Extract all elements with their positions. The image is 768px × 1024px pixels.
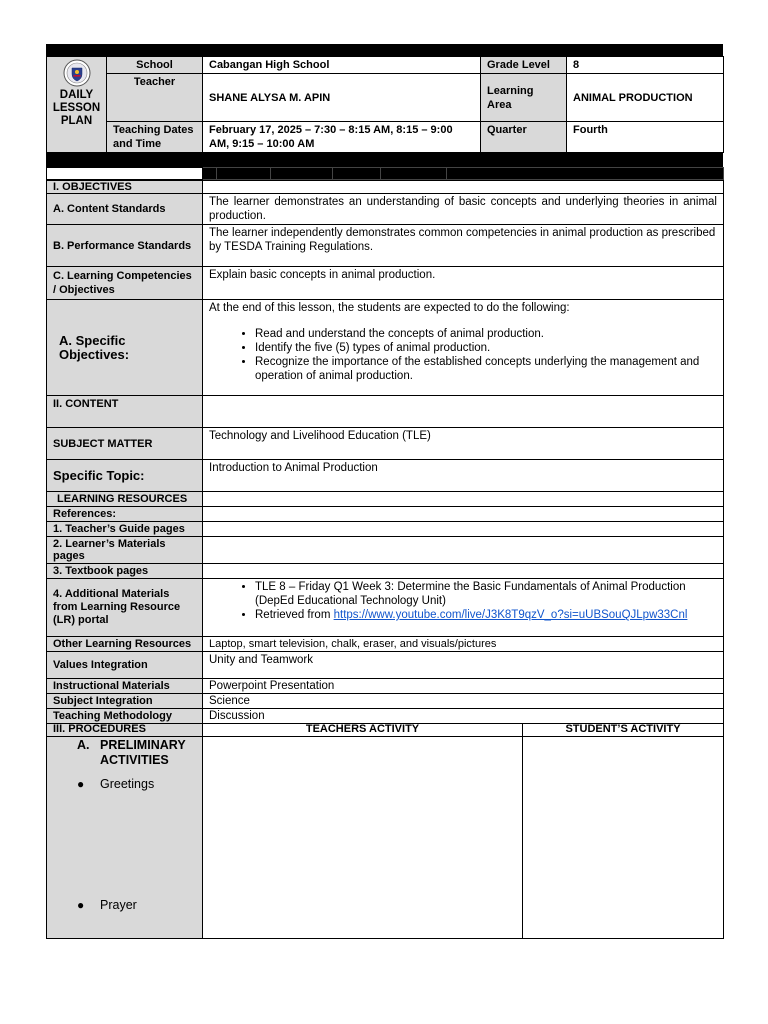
references-label: References: bbox=[47, 507, 203, 522]
dlp-title-line1: DAILY bbox=[59, 89, 94, 101]
divider-cell bbox=[47, 168, 203, 180]
additional-materials-list bbox=[209, 580, 717, 622]
additional-materials-label: 4. Additional Materials from Learning Resource (LR) portal bbox=[47, 579, 203, 637]
specific-topic-value: Introduction to Animal Production bbox=[203, 460, 724, 492]
references-blank bbox=[203, 507, 724, 522]
divider-cell bbox=[271, 168, 333, 180]
list-item: • Recognize the importance of the established concepts underlying the management and operation of animal production. bbox=[255, 355, 717, 383]
learners-materials-blank bbox=[203, 537, 724, 564]
content-standards-value: The learner demonstrates an understanding of basic concepts and underlying theories in animal production. bbox=[203, 194, 724, 225]
quarter-value: Fourth bbox=[567, 122, 724, 153]
area-label: Learning Area bbox=[481, 74, 567, 122]
header-table bbox=[46, 56, 724, 153]
dlp-title-line3: PLAN bbox=[60, 115, 93, 127]
teaching-methodology-value: Discussion bbox=[203, 709, 724, 724]
specific-objectives-label: A. Specific Objectives: bbox=[47, 300, 203, 396]
students-activity-header: STUDENT’S ACTIVITY bbox=[523, 724, 724, 737]
grade-label: Grade Level bbox=[481, 57, 567, 74]
instructional-materials-value: Powerpoint Presentation bbox=[203, 679, 724, 694]
list-item: • Read and understand the concepts of animal production. bbox=[255, 327, 717, 341]
competencies-label-text: C. Learning Competencies / Objectives bbox=[53, 270, 192, 296]
grade-value: 8 bbox=[567, 57, 724, 74]
quarter-label: Quarter bbox=[481, 122, 567, 153]
dlp-title-cell bbox=[47, 57, 107, 153]
students-activity-cell[interactable] bbox=[523, 737, 724, 939]
teacher-label: Teacher bbox=[107, 74, 203, 122]
divider-cell bbox=[447, 168, 724, 180]
performance-standards-label: B. Performance Standards bbox=[47, 225, 203, 267]
divider-cell bbox=[217, 168, 271, 180]
values-integration-label: Values Integration bbox=[47, 652, 203, 679]
divider-cells bbox=[46, 167, 724, 180]
bullet-icon: ● bbox=[77, 777, 85, 791]
values-integration-value: Unity and Teamwork bbox=[203, 652, 724, 679]
subject-integration-label: Subject Integration bbox=[47, 694, 203, 709]
dates-value: February 17, 2025 – 7:30 – 8:15 AM, 8:15 – 9:00 AM, 9:15 – 10:00 AM bbox=[203, 122, 481, 153]
learning-resources-title: LEARNING RESOURCES bbox=[47, 492, 203, 507]
instructional-materials-label: Instructional Materials bbox=[47, 679, 203, 694]
divider-cell bbox=[381, 168, 447, 180]
specific-topic-label: Specific Topic: bbox=[47, 460, 203, 492]
learners-materials-label: 2. Learner’s Materials pages bbox=[47, 537, 203, 564]
performance-standards-value: The learner independently demonstrates common competencies in animal production as prescribed by TESDA Training Regulations. bbox=[203, 225, 724, 267]
list-item bbox=[255, 608, 717, 622]
teachers-guide-blank bbox=[203, 522, 724, 537]
objectives-title-blank bbox=[203, 181, 724, 194]
school-label: School bbox=[107, 57, 203, 74]
list-item: • Identify the five (5) types of animal production. bbox=[255, 341, 717, 355]
prayer-item: Prayer bbox=[100, 898, 137, 912]
objectives-section-title: I. OBJECTIVES bbox=[47, 181, 203, 194]
dates-label: Teaching Dates and Time bbox=[107, 122, 203, 153]
divider-cell bbox=[203, 168, 217, 180]
retrieved-prefix: Retrieved from bbox=[255, 609, 334, 621]
learning-resources-blank bbox=[203, 492, 724, 507]
greetings-item: Greetings bbox=[100, 777, 155, 791]
teachers-activity-cell[interactable] bbox=[203, 737, 523, 939]
competencies-label bbox=[47, 267, 203, 300]
area-value: ANIMAL PRODUCTION bbox=[567, 74, 724, 122]
specific-objectives-cell bbox=[203, 300, 724, 396]
dlp-title-line2: LESSON bbox=[52, 102, 101, 114]
other-resources-label: Other Learning Resources bbox=[47, 637, 203, 652]
content-standards-label: A. Content Standards bbox=[47, 194, 203, 225]
teachers-activity-header: TEACHERS ACTIVITY bbox=[203, 724, 523, 737]
prelim-letter: A. bbox=[77, 738, 90, 752]
specific-objectives-intro: At the end of this lesson, the students are expected to do the following: bbox=[209, 302, 570, 314]
teachers-guide-label: 1. Teacher’s Guide pages bbox=[47, 522, 203, 537]
additional-materials-cell bbox=[203, 579, 724, 637]
main-table bbox=[46, 180, 724, 939]
content-section-title: II. CONTENT bbox=[47, 396, 203, 428]
specific-objectives-list bbox=[209, 327, 717, 383]
section-divider-bar bbox=[46, 153, 723, 167]
subject-integration-value: Science bbox=[203, 694, 724, 709]
textbook-label: 3. Textbook pages bbox=[47, 564, 203, 579]
bullet-icon: ● bbox=[77, 898, 85, 912]
teaching-methodology-label: Teaching Methodology bbox=[47, 709, 203, 724]
other-resources-value: Laptop, smart television, chalk, eraser, and visuals/pictures bbox=[203, 637, 724, 652]
subject-matter-label: SUBJECT MATTER bbox=[47, 428, 203, 460]
subject-matter-value: Technology and Livelihood Education (TLE) bbox=[203, 428, 724, 460]
procedures-section-title: III. PROCEDURES bbox=[47, 724, 203, 737]
textbook-blank bbox=[203, 564, 724, 579]
divider-cell bbox=[333, 168, 381, 180]
list-item: • TLE 8 – Friday Q1 Week 3: Determine the Basic Fundamentals of Animal Production (DepEd Educational Technology Unit) bbox=[255, 580, 717, 608]
deped-seal-icon bbox=[63, 59, 91, 87]
school-value: Cabangan High School bbox=[203, 57, 481, 74]
preliminary-activities-cell bbox=[47, 737, 203, 939]
teacher-value: SHANE ALYSA M. APIN bbox=[203, 74, 481, 122]
youtube-link[interactable]: https://www.youtube.com/live/J3K8T9qzV_o?si=uUBSouQJLpw33Cnl bbox=[333, 609, 688, 621]
prelim-title: PRELIMINARY ACTIVITIES bbox=[100, 738, 186, 767]
lesson-plan-document bbox=[46, 44, 723, 939]
top-black-bar bbox=[46, 44, 723, 56]
competencies-value: Explain basic concepts in animal production. bbox=[203, 267, 724, 300]
content-section-blank bbox=[203, 396, 724, 428]
